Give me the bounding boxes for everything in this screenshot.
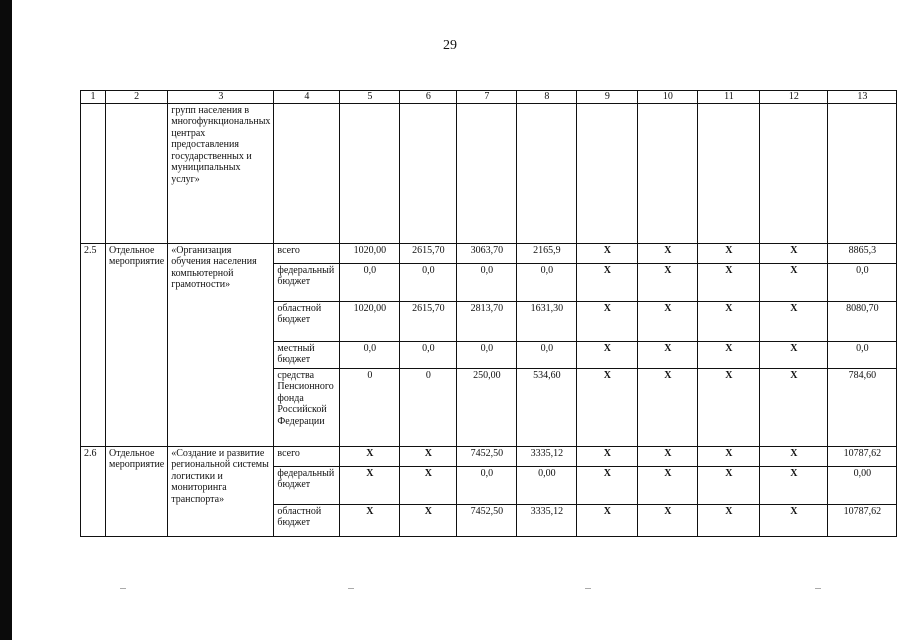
table-cell: 2813,70 — [457, 301, 517, 341]
table-cell: X — [638, 368, 698, 446]
col-header: 12 — [760, 91, 828, 104]
page-number: 29 — [443, 38, 457, 53]
table-cell: 534,60 — [517, 368, 577, 446]
table-cell: 1020,00 — [340, 301, 400, 341]
table-cell: X — [577, 301, 638, 341]
table-cell: X — [638, 301, 698, 341]
table-cell: X — [638, 504, 698, 536]
row-name: «Организация обучения населения компьютерной грамотности» — [168, 243, 274, 446]
table-cell: X — [698, 301, 760, 341]
table-cell: 2615,70 — [400, 243, 457, 263]
col-header: 2 — [106, 91, 168, 104]
table-cell: X — [698, 243, 760, 263]
funding-source: местный бюджет — [274, 341, 340, 368]
table-cell: 0,0 — [517, 341, 577, 368]
continuation-text: групп населения в многофункциональных центрах предоставления государственных и муниципальных услуг» — [168, 103, 274, 243]
table-cell: X — [400, 504, 457, 536]
table-cell: X — [760, 301, 828, 341]
table-cell: X — [400, 466, 457, 504]
table-cell: X — [577, 504, 638, 536]
row-kind: Отдельное мероприятие — [106, 243, 168, 446]
table-cell: X — [760, 368, 828, 446]
table-cell: 784,60 — [828, 368, 897, 446]
col-header: 5 — [340, 91, 400, 104]
table-cell: X — [698, 341, 760, 368]
table-cell: X — [638, 341, 698, 368]
table-cell: 0 — [400, 368, 457, 446]
table-cell: 0,0 — [457, 466, 517, 504]
table-cell: 10787,62 — [828, 446, 897, 466]
table-cell: X — [577, 446, 638, 466]
row-kind: Отдельное мероприятие — [106, 446, 168, 536]
scan-smudge — [120, 588, 126, 589]
table-cell: 0,0 — [400, 341, 457, 368]
funding-source: всего — [274, 446, 340, 466]
col-header: 8 — [517, 91, 577, 104]
funding-source: средства Пенсионного фонда Российской Федерации — [274, 368, 340, 446]
table-cell: 0,0 — [828, 341, 897, 368]
table-cell: X — [760, 446, 828, 466]
table-cell: 0,0 — [517, 263, 577, 301]
col-header: 7 — [457, 91, 517, 104]
table-cell: X — [638, 466, 698, 504]
table-cell: X — [577, 243, 638, 263]
table-cell: X — [760, 466, 828, 504]
table-cell: X — [340, 446, 400, 466]
row-name: «Создание и развитие региональной системы логистики и мониторинга транспорта» — [168, 446, 274, 536]
table-cell: X — [698, 466, 760, 504]
funding-source: всего — [274, 243, 340, 263]
scan-smudge — [815, 588, 821, 589]
table-cell: 0,0 — [400, 263, 457, 301]
table-cell: X — [638, 243, 698, 263]
table-cell: X — [698, 446, 760, 466]
table-cell: X — [577, 341, 638, 368]
col-header: 1 — [81, 91, 106, 104]
table-cell: X — [760, 504, 828, 536]
table-cell: 7452,50 — [457, 504, 517, 536]
funding-source: областной бюджет — [274, 301, 340, 341]
column-number-row — [81, 91, 897, 104]
table-cell: 3063,70 — [457, 243, 517, 263]
table-cell: 2165,9 — [517, 243, 577, 263]
table-cell: 8080,70 — [828, 301, 897, 341]
table-cell: 0,0 — [457, 263, 517, 301]
budget-table — [80, 90, 897, 537]
table-cell: 0,0 — [340, 341, 400, 368]
funding-source: областной бюджет — [274, 504, 340, 536]
table-cell: X — [760, 263, 828, 301]
col-header: 9 — [577, 91, 638, 104]
table-cell: X — [638, 446, 698, 466]
table-cell: X — [760, 243, 828, 263]
table-cell: 2615,70 — [400, 301, 457, 341]
table-cell: 10787,62 — [828, 504, 897, 536]
table-cell: 1631,30 — [517, 301, 577, 341]
table-row — [81, 243, 897, 263]
scan-smudge — [348, 588, 354, 589]
row-id: 2.6 — [81, 446, 106, 536]
table-cell: 3335,12 — [517, 446, 577, 466]
col-header: 10 — [638, 91, 698, 104]
table-cell: X — [400, 446, 457, 466]
table-cell: 1020,00 — [340, 243, 400, 263]
table-cell: 0,0 — [340, 263, 400, 301]
table-cell: 250,00 — [457, 368, 517, 446]
table-cell: 8865,3 — [828, 243, 897, 263]
table-cell: 7452,50 — [457, 446, 517, 466]
table-cell: 0,0 — [828, 263, 897, 301]
col-header: 13 — [828, 91, 897, 104]
table-cell: 3335,12 — [517, 504, 577, 536]
table-cell: X — [760, 341, 828, 368]
table-cell: 0,00 — [828, 466, 897, 504]
table-cell: 0 — [340, 368, 400, 446]
col-header: 4 — [274, 91, 340, 104]
table-cell: 0,00 — [517, 466, 577, 504]
funding-source: федеральный бюджет — [274, 466, 340, 504]
funding-source: федеральный бюджет — [274, 263, 340, 301]
table-cell: X — [577, 263, 638, 301]
scan-edge-bar — [0, 0, 12, 640]
continuation-row — [81, 103, 897, 243]
scan-smudge — [585, 588, 591, 589]
col-header: 3 — [168, 91, 274, 104]
table-cell: 0,0 — [457, 341, 517, 368]
col-header: 11 — [698, 91, 760, 104]
table-cell: X — [577, 368, 638, 446]
table-cell: X — [638, 263, 698, 301]
table-cell: X — [340, 504, 400, 536]
table-cell: X — [698, 263, 760, 301]
table-cell: X — [340, 466, 400, 504]
table-cell: X — [577, 466, 638, 504]
row-id: 2.5 — [81, 243, 106, 446]
col-header: 6 — [400, 91, 457, 104]
table-row — [81, 446, 897, 466]
table-cell: X — [698, 504, 760, 536]
table-cell: X — [698, 368, 760, 446]
